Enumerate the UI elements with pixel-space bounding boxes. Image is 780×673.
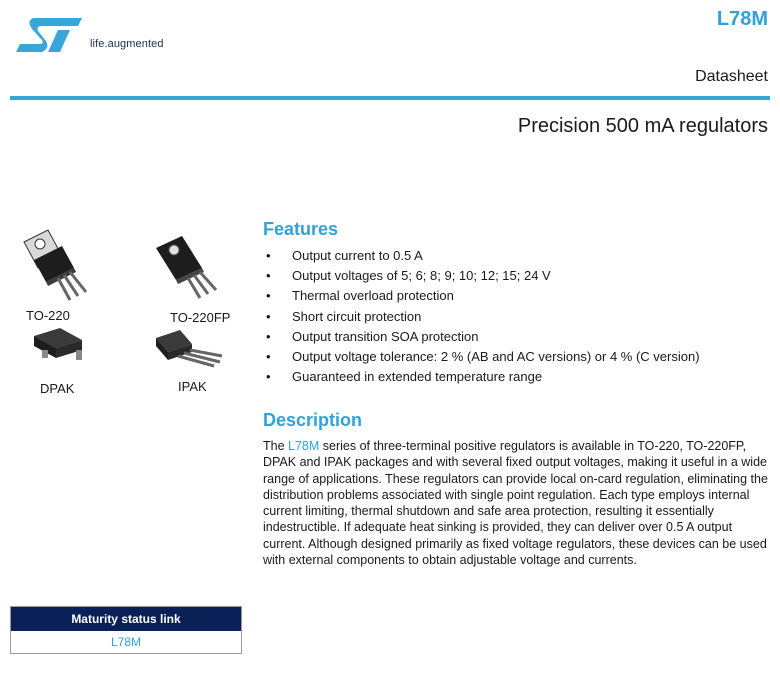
feature-item: • Output voltage tolerance: 2 % (AB and AC versions) or 4 % (C version) [263, 347, 700, 367]
header-divider [10, 96, 770, 100]
features-list [263, 246, 700, 387]
feature-item: • Guaranteed in extended temperature range [263, 367, 700, 387]
feature-item: • Output current to 0.5 A [263, 246, 700, 266]
dpak-package-image [30, 324, 86, 366]
description-prefix: The [263, 439, 289, 453]
maturity-status-box [10, 606, 242, 654]
maturity-status-header: Maturity status link [11, 607, 241, 631]
st-logo [12, 12, 92, 60]
package-label-ipak: IPAK [178, 379, 207, 394]
to220-package-image [18, 226, 100, 306]
part-number-link[interactable]: L78M [288, 439, 320, 453]
feature-item: • Output transition SOA protection [263, 327, 700, 347]
description-text: series of three-terminal positive regulators is available in TO-220, TO-220FP, DPAK and IPAK packages and with several fixed output voltages, making it useful in a wide range of applications. These regulators can provide local on-card regulation, eliminating the distribution problems associated with single point regulation. Each type employs internal current limiting, thermal shutdown and safe area protection, resulting it essentially indestructible. If adequate heat sinking is provided, they can deliver over 0.5 A output current. Although designed primarily as fixed voltage regulators, these devices can be used with external components to obtain adjustable voltage and currents. [263, 439, 768, 568]
ipak-package-image [152, 326, 226, 374]
feature-item: • Output voltages of 5; 6; 8; 9; 10; 12; 15; 24 V [263, 266, 700, 286]
part-number-title: L78M [716, 8, 768, 30]
maturity-status-link[interactable]: L78M [110, 635, 142, 649]
to220fp-package-image [152, 232, 234, 304]
description-paragraph [263, 438, 773, 568]
doc-type-label: Datasheet [695, 68, 768, 85]
feature-item: • Thermal overload protection [263, 286, 700, 306]
logo-tagline: life.augmented [90, 38, 164, 50]
feature-item: • Short circuit protection [263, 307, 700, 327]
package-label-to220fp: TO-220FP [170, 310, 231, 325]
features-heading: Features [263, 219, 339, 239]
package-label-to220: TO-220 [26, 308, 70, 323]
description-heading: Description [263, 410, 363, 430]
page-subtitle: Precision 500 mA regulators [517, 115, 768, 137]
package-label-dpak: DPAK [40, 381, 75, 396]
